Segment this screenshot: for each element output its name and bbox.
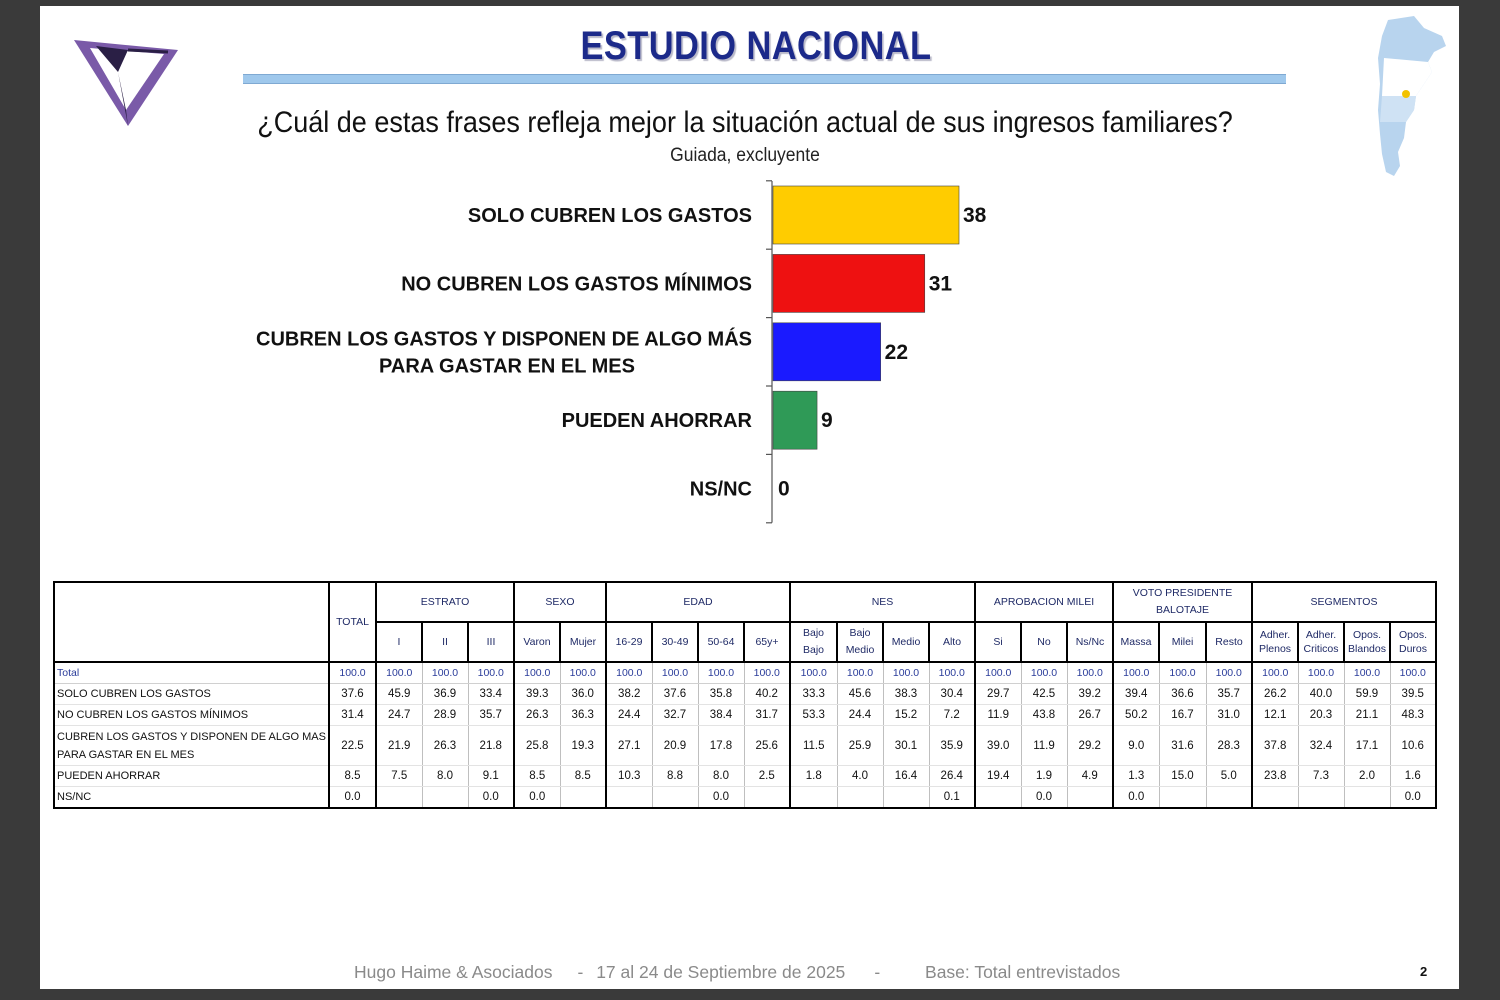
- table-cell: 39.5: [1390, 684, 1436, 705]
- table-cell: 11.9: [1021, 726, 1067, 766]
- table-cell: 37.6: [329, 684, 376, 705]
- table-cell: 0.0: [698, 787, 744, 809]
- table-cell: [1159, 787, 1206, 809]
- table-cell: 22.5: [329, 726, 376, 766]
- table-cell: 20.3: [1298, 705, 1344, 726]
- table-cell: 25.6: [744, 726, 790, 766]
- table-cell: 30.1: [883, 726, 929, 766]
- table-cell: 9.0: [1113, 726, 1159, 766]
- subheader-16-29: 16-29: [606, 622, 652, 662]
- table-cell: [560, 787, 606, 809]
- table-cell: 50.2: [1113, 705, 1159, 726]
- slide: [40, 6, 1459, 989]
- table-cell: 24.4: [606, 705, 652, 726]
- table-cell: 33.3: [790, 684, 837, 705]
- table-cell: 39.0: [975, 726, 1021, 766]
- table-cell: 100.0: [560, 662, 606, 684]
- table-cell: 100.0: [929, 662, 975, 684]
- table-cell: [376, 787, 422, 809]
- table-cell: 9.1: [468, 766, 514, 787]
- table-cell: [652, 787, 698, 809]
- table-cell: [790, 787, 837, 809]
- table-cell: 38.2: [606, 684, 652, 705]
- row-label: NS/NC: [54, 787, 329, 809]
- table-cell: 1.9: [1021, 766, 1067, 787]
- table-cell: 29.7: [975, 684, 1021, 705]
- table-cell: 19.3: [560, 726, 606, 766]
- table-cell: 100.0: [422, 662, 468, 684]
- table-cell: [1298, 787, 1344, 809]
- footer: [354, 962, 1120, 983]
- subheader-no: No: [1021, 622, 1067, 662]
- table-cell: 100.0: [1021, 662, 1067, 684]
- table-cell: 0.0: [514, 787, 560, 809]
- table-cell: 40.2: [744, 684, 790, 705]
- table-cell: 100.0: [1113, 662, 1159, 684]
- table-cell: [1252, 787, 1298, 809]
- subheader-50-64: 50-64: [698, 622, 744, 662]
- table-cell: 36.0: [560, 684, 606, 705]
- footer-base: Base: Total entrevistados: [925, 962, 1121, 982]
- subheader-line: Adher.: [1305, 629, 1337, 641]
- table-cell: 0.0: [1390, 787, 1436, 809]
- table-cell: 100.0: [837, 662, 883, 684]
- table-cell: 11.5: [790, 726, 837, 766]
- subheader-alto: Alto: [929, 622, 975, 662]
- table-cell: 19.4: [975, 766, 1021, 787]
- subheader-mujer: Mujer: [560, 622, 606, 662]
- table-cell: 100.0: [1159, 662, 1206, 684]
- table-cell: 26.2: [1252, 684, 1298, 705]
- table-cell: 8.0: [422, 766, 468, 787]
- data-label: 38: [963, 204, 987, 227]
- header-estrato: ESTRATO: [376, 582, 514, 622]
- table-cell: [422, 787, 468, 809]
- table-cell: 39.3: [514, 684, 560, 705]
- table-cell: 35.9: [929, 726, 975, 766]
- table-cell: 43.8: [1021, 705, 1067, 726]
- table-cell: 23.8: [1252, 766, 1298, 787]
- table-cell: 2.0: [1344, 766, 1390, 787]
- subheader-milei: Milei: [1159, 622, 1206, 662]
- table-cell: 100.0: [790, 662, 837, 684]
- table-cell: 31.6: [1159, 726, 1206, 766]
- table-cell: 25.8: [514, 726, 560, 766]
- table-cell: [883, 787, 929, 809]
- question-subtitle: Guiada, excluyente: [670, 145, 820, 166]
- table-cell: 25.9: [837, 726, 883, 766]
- table-cell: 100.0: [883, 662, 929, 684]
- table-cell: 8.5: [514, 766, 560, 787]
- subheader-line: Adher.: [1259, 629, 1291, 641]
- table-cell: 0.0: [1113, 787, 1159, 809]
- table-cell: 40.0: [1298, 684, 1344, 705]
- row-label-line: PARA GASTAR EN EL MES: [57, 748, 195, 761]
- table-cell: [1067, 787, 1113, 809]
- subheader-line: Plenos: [1258, 643, 1292, 655]
- data-label: 22: [884, 340, 909, 364]
- table-cell: 24.7: [376, 705, 422, 726]
- header-aprobacion: APROBACION MILEI: [975, 582, 1113, 622]
- row-label: Total: [54, 662, 329, 684]
- table-cell: 39.4: [1113, 684, 1159, 705]
- row-label-line: CUBREN LOS GASTOS Y DISPONEN DE ALGO MAS: [57, 730, 326, 743]
- table-cell: 28.3: [1206, 726, 1252, 766]
- table-cell: 8.0: [698, 766, 744, 787]
- footer-separator: -: [577, 962, 584, 982]
- subheader-line: Bajo: [802, 627, 824, 639]
- table-cell: 26.4: [929, 766, 975, 787]
- subheader-line: Duros: [1398, 643, 1427, 655]
- table-cell: 39.2: [1067, 684, 1113, 705]
- table-cell: 100.0: [1252, 662, 1298, 684]
- category-label: NO CUBREN LOS GASTOS MÍNIMOS: [401, 273, 752, 296]
- subheader-nsnc: Ns/Nc: [1067, 622, 1113, 662]
- table-cell: [1206, 787, 1252, 809]
- table-cell: 100.0: [975, 662, 1021, 684]
- table-cell: 29.2: [1067, 726, 1113, 766]
- table-cell: 100.0: [744, 662, 790, 684]
- table-cell: 26.3: [422, 726, 468, 766]
- table-cell: 15.2: [883, 705, 929, 726]
- bar-chart: [40, 6, 1459, 566]
- table-cell: 31.0: [1206, 705, 1252, 726]
- data-label: 9: [821, 409, 833, 433]
- subheader-si: Si: [975, 622, 1021, 662]
- bar: [773, 391, 817, 449]
- table-cell: 0.0: [329, 787, 376, 809]
- table-cell: 5.0: [1206, 766, 1252, 787]
- header-voto: [1113, 582, 1252, 622]
- footer-source: Hugo Haime & Asociados: [354, 962, 553, 982]
- table-cell: 36.3: [560, 705, 606, 726]
- table-cell: 30.4: [929, 684, 975, 705]
- table-cell: 26.7: [1067, 705, 1113, 726]
- subheader-line: Opos.: [1352, 629, 1381, 641]
- header-edad: EDAD: [606, 582, 790, 622]
- header-voto-line2: BALOTAJE: [1156, 604, 1209, 616]
- subheader-line: Criticos: [1303, 643, 1339, 655]
- subheader-estrato-ii: II: [422, 622, 468, 662]
- table-cell: 0.0: [468, 787, 514, 809]
- table-cell: 4.0: [837, 766, 883, 787]
- table-cell: 100.0: [1206, 662, 1252, 684]
- subheader-massa: Massa: [1113, 622, 1159, 662]
- table-cell: 100.0: [1298, 662, 1344, 684]
- subheader-line: Opos.: [1398, 629, 1427, 641]
- table-cell: 100.0: [1344, 662, 1390, 684]
- table-cell: 100.0: [468, 662, 514, 684]
- category-label: CUBREN LOS GASTOS Y DISPONEN DE ALGO MÁS: [256, 328, 752, 351]
- table-cell: 0.1: [929, 787, 975, 809]
- crosstab-table: [53, 581, 1437, 809]
- table-cell: 48.3: [1390, 705, 1436, 726]
- subheader-opos-duros: [1390, 622, 1436, 662]
- table-cell: 100.0: [698, 662, 744, 684]
- table-cell: [744, 787, 790, 809]
- table-cell: 0.0: [1021, 787, 1067, 809]
- table-row: [54, 662, 1436, 684]
- table-cell: 10.6: [1390, 726, 1436, 766]
- subheader-bajo-medio: [837, 622, 883, 662]
- table-cell: 8.5: [560, 766, 606, 787]
- table-cell: 7.3: [1298, 766, 1344, 787]
- table-cell: 37.6: [652, 684, 698, 705]
- table-cell: 12.1: [1252, 705, 1298, 726]
- bar: [773, 323, 881, 381]
- table-cell: 35.7: [1206, 684, 1252, 705]
- page-title: ESTUDIO NACIONAL: [580, 24, 932, 68]
- category-label: PUEDEN AHORRAR: [561, 410, 752, 433]
- table-cell: 100.0: [652, 662, 698, 684]
- subheader-line: Bajo: [802, 644, 824, 656]
- row-label: SOLO CUBREN LOS GASTOS: [54, 684, 329, 705]
- table-cell: 15.0: [1159, 766, 1206, 787]
- table-cell: 24.4: [837, 705, 883, 726]
- table-cell: 32.4: [1298, 726, 1344, 766]
- table-cell: 1.8: [790, 766, 837, 787]
- subheader-line: Blandos: [1348, 643, 1386, 655]
- row-label: NO CUBREN LOS GASTOS MÍNIMOS: [54, 705, 329, 726]
- table-cell: 37.8: [1252, 726, 1298, 766]
- subheader-varon: Varon: [514, 622, 560, 662]
- subheader-line: Medio: [845, 644, 875, 656]
- header-segmentos: SEGMENTOS: [1252, 582, 1436, 622]
- table-cell: 33.4: [468, 684, 514, 705]
- table-row: [54, 766, 1436, 787]
- table-cell: 45.9: [376, 684, 422, 705]
- table-cell: 28.9: [422, 705, 468, 726]
- subheader-bajo-bajo: [790, 622, 837, 662]
- table-cell: 21.8: [468, 726, 514, 766]
- table-cell: 35.8: [698, 684, 744, 705]
- table-cell: [975, 787, 1021, 809]
- header-total: TOTAL: [329, 582, 376, 662]
- subheader-estrato-iii: III: [468, 622, 514, 662]
- subheader-65plus: 65y+: [744, 622, 790, 662]
- table-cell: 100.0: [1390, 662, 1436, 684]
- table-cell: 8.8: [652, 766, 698, 787]
- row-label: [54, 726, 329, 766]
- subheader-resto: Resto: [1206, 622, 1252, 662]
- table-cell: 7.2: [929, 705, 975, 726]
- category-label: PARA GASTAR EN EL MES: [379, 355, 635, 378]
- table-cell: 100.0: [606, 662, 652, 684]
- bar: [773, 186, 959, 244]
- table-cell: 32.7: [652, 705, 698, 726]
- header-sexo: SEXO: [514, 582, 606, 622]
- data-label: 31: [928, 272, 953, 296]
- row-label: PUEDEN AHORRAR: [54, 766, 329, 787]
- table-cell: 10.3: [606, 766, 652, 787]
- table-cell: 38.3: [883, 684, 929, 705]
- table-row: [54, 684, 1436, 705]
- table-cell: 100.0: [376, 662, 422, 684]
- table-cell: 16.4: [883, 766, 929, 787]
- table-cell: 100.0: [514, 662, 560, 684]
- table-cell: 36.6: [1159, 684, 1206, 705]
- table-cell: 31.7: [744, 705, 790, 726]
- table-cell: [1344, 787, 1390, 809]
- table-cell: 45.6: [837, 684, 883, 705]
- table-cell: 31.4: [329, 705, 376, 726]
- table-corner: [54, 582, 329, 662]
- table-cell: 27.1: [606, 726, 652, 766]
- header-voto-line1: VOTO PRESIDENTE: [1132, 587, 1233, 599]
- table-cell: 1.6: [1390, 766, 1436, 787]
- table-cell: 17.8: [698, 726, 744, 766]
- subheader-30-49: 30-49: [652, 622, 698, 662]
- header-nes: NES: [790, 582, 975, 622]
- table-cell: 42.5: [1021, 684, 1067, 705]
- table-cell: 1.3: [1113, 766, 1159, 787]
- table-cell: 2.5: [744, 766, 790, 787]
- subheader-adher-plenos: [1252, 622, 1298, 662]
- question-text: ¿Cuál de estas frases refleja mejor la situación actual de sus ingresos familiares?: [257, 106, 1233, 139]
- table-row: [54, 726, 1436, 766]
- table-cell: 4.9: [1067, 766, 1113, 787]
- table-row: [54, 705, 1436, 726]
- table-cell: 8.5: [329, 766, 376, 787]
- table-cell: 20.9: [652, 726, 698, 766]
- category-label: NS/NC: [689, 478, 752, 501]
- subheader-medio: Medio: [883, 622, 929, 662]
- footer-dates: 17 al 24 de Septiembre de 2025: [596, 962, 846, 982]
- subheader-adher-criticos: [1298, 622, 1344, 662]
- table-cell: 100.0: [1067, 662, 1113, 684]
- table-cell: 26.3: [514, 705, 560, 726]
- subheader-line: Bajo: [849, 627, 871, 639]
- table-cell: [837, 787, 883, 809]
- table-cell: [606, 787, 652, 809]
- table-cell: 100.0: [329, 662, 376, 684]
- table-cell: 35.7: [468, 705, 514, 726]
- table-cell: 17.1: [1344, 726, 1390, 766]
- table-row: [54, 787, 1436, 809]
- table-cell: 11.9: [975, 705, 1021, 726]
- subheader-estrato-i: I: [376, 622, 422, 662]
- table-cell: 7.5: [376, 766, 422, 787]
- footer-separator: -: [874, 962, 881, 982]
- category-label: SOLO CUBREN LOS GASTOS: [467, 205, 752, 227]
- table-cell: 21.1: [1344, 705, 1390, 726]
- table-cell: 59.9: [1344, 684, 1390, 705]
- bar: [773, 254, 925, 312]
- page-number: 2: [1420, 964, 1428, 979]
- table-cell: 53.3: [790, 705, 837, 726]
- subheader-opos-blandos: [1344, 622, 1390, 662]
- table-cell: 16.7: [1159, 705, 1206, 726]
- data-label: 0: [778, 477, 790, 501]
- table-cell: 21.9: [376, 726, 422, 766]
- table-cell: 36.9: [422, 684, 468, 705]
- table-cell: 38.4: [698, 705, 744, 726]
